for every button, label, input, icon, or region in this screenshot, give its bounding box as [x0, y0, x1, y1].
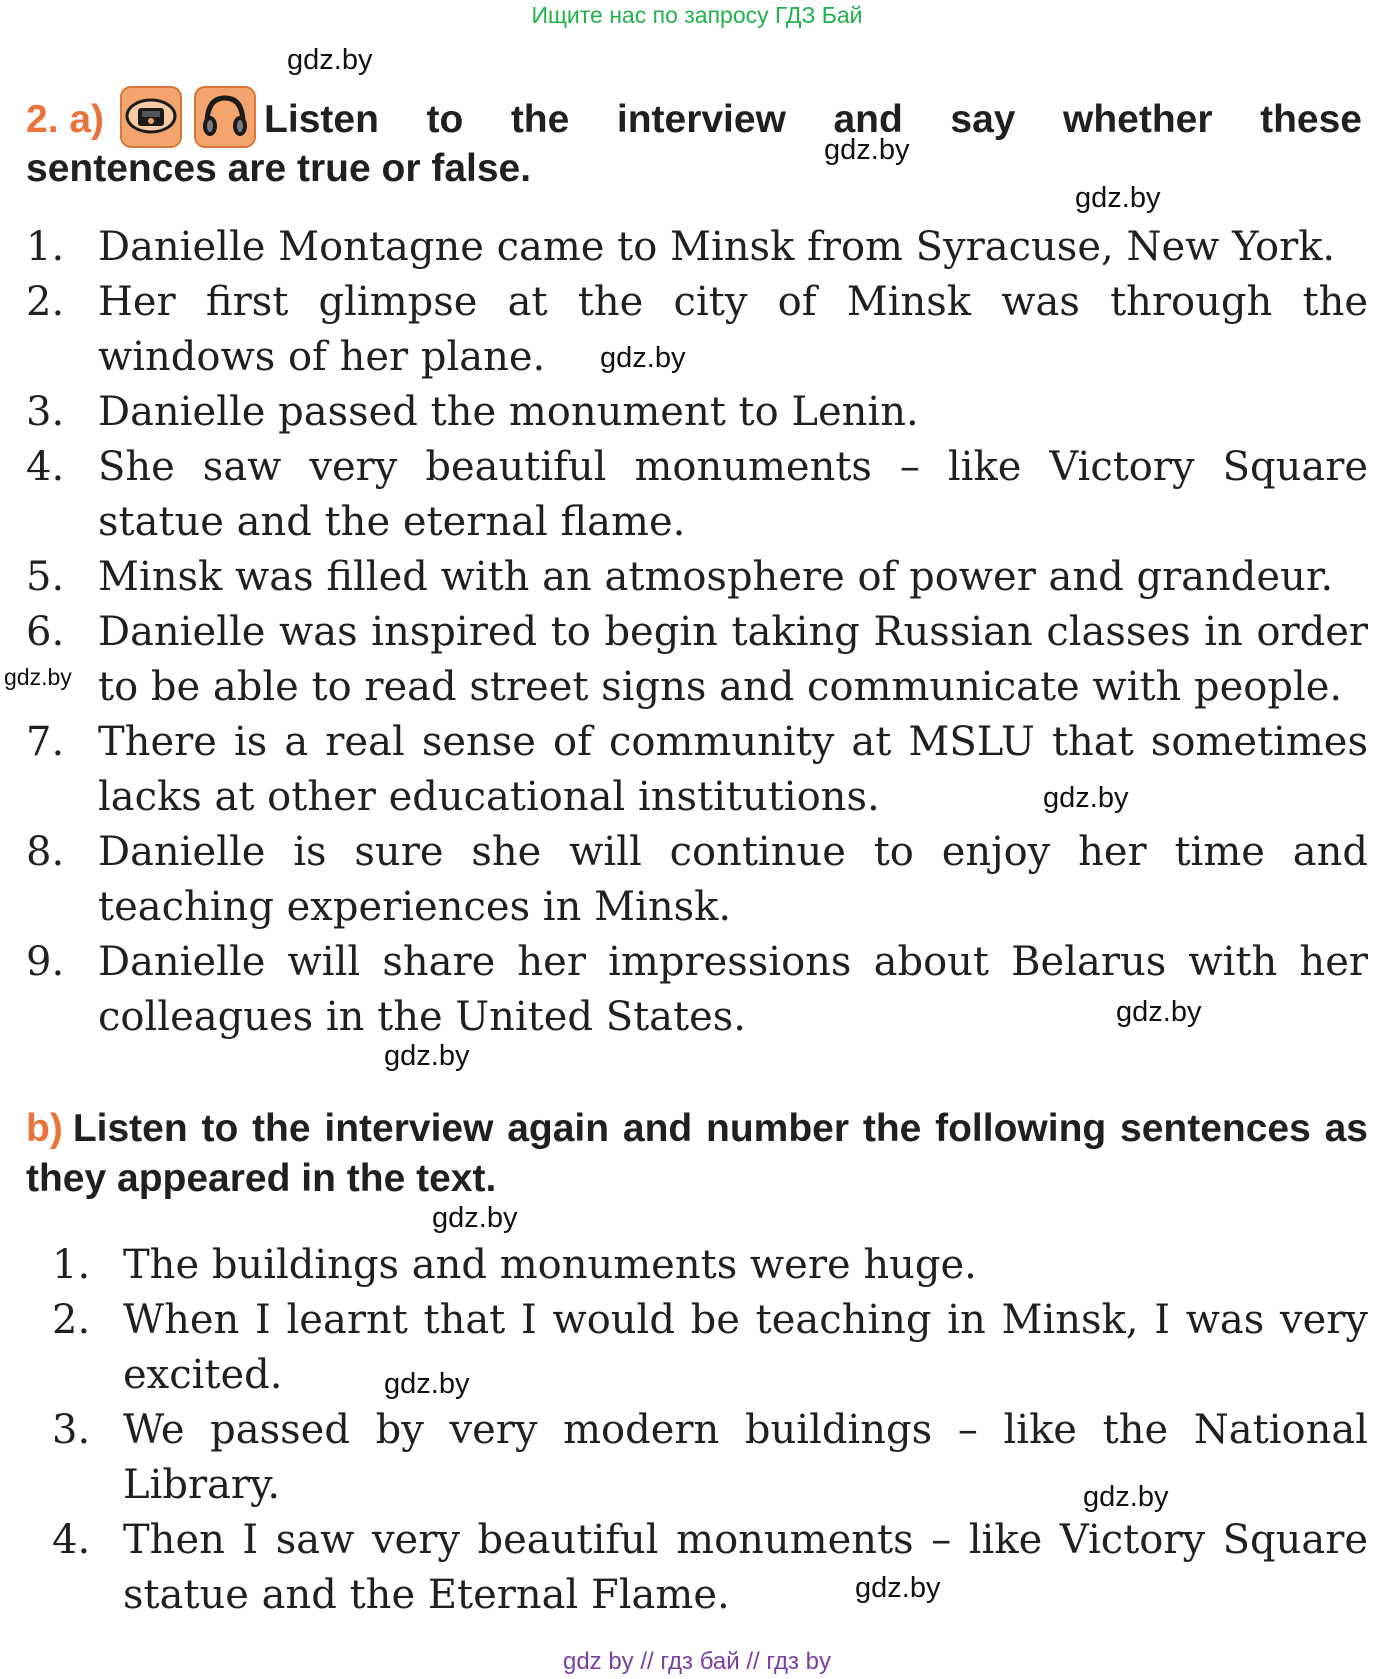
watermark: gdz.by — [287, 44, 373, 76]
list-item: 6. Danielle was inspired to begin taking Russian classes in order to be able to read street signs and communicate with people. — [26, 609, 1368, 710]
title-word: Listen — [264, 98, 379, 141]
list-item: 1. The buildings and monuments were huge. — [52, 1242, 977, 1288]
list-item: 3. We passed by very modern buildings – like the National Library. — [52, 1407, 1368, 1508]
list-item: 3. Danielle passed the monument to Lenin. — [26, 389, 919, 435]
watermark: gdz.by — [384, 1368, 470, 1400]
sentence-list-b — [52, 1238, 1368, 1623]
list-item: 4. She saw very beautiful monuments – like Victory Square statue and the eternal flame. — [26, 444, 1368, 545]
top-banner: Ищите нас по запросу ГДЗ Бай — [531, 2, 863, 28]
list-item: 2. When I learnt that I would be teaching in Minsk, I was very excited. — [52, 1297, 1368, 1398]
headphones-icon — [194, 86, 256, 148]
exercise-a-heading — [26, 82, 1362, 193]
statement-list-a — [26, 220, 1368, 1045]
list-item: 1. Danielle Montagne came to Minsk from Syracuse, New York. — [26, 224, 1336, 270]
watermark: gdz.by — [432, 1202, 518, 1234]
title-word: to — [426, 98, 464, 141]
list-item: 2. Her first glimpse at the city of Minsk was through the windows of her plane. — [26, 279, 1368, 380]
watermark: gdz.by — [855, 1572, 941, 1604]
title-word: interview — [616, 98, 786, 141]
list-item: 8. Danielle is sure she will continue to enjoy her time and teaching experiences in Minsk. — [26, 829, 1368, 930]
watermark: gdz.by — [600, 342, 686, 374]
list-item: 7. There is a real sense of community at MSLU that sometimes lacks at other educational institutions. — [26, 719, 1368, 820]
watermark: gdz.by — [4, 664, 72, 690]
watermark: gdz.by — [384, 1040, 470, 1072]
watermark: gdz.by — [1083, 1481, 1169, 1513]
list-item: 9. Danielle will share her impressions about Belarus with her colleagues in the United States. — [26, 939, 1368, 1040]
footer-links: gdz by // гдз бай // гдз by — [562, 1648, 832, 1675]
title-word: these — [1260, 98, 1362, 141]
title-word: say — [950, 98, 1016, 141]
title-word: and — [833, 98, 903, 141]
exercise-b-number: b) — [26, 1107, 63, 1150]
exercise-number: 2. a) — [26, 98, 105, 141]
title-word: the — [510, 98, 570, 141]
watermark: gdz.by — [1043, 782, 1129, 814]
title-word: whether — [1063, 98, 1213, 141]
watermark: gdz.by — [824, 134, 910, 166]
watermark: gdz.by — [1075, 182, 1161, 214]
exercise-b-title: Listen to the interview again and number the following sentences as they appeared in the text. — [26, 1107, 1368, 1200]
exercise-b-heading — [26, 1104, 1368, 1204]
cd-player-icon — [120, 86, 182, 148]
list-item: 4. Then I saw very beautiful monuments – like Victory Square statue and the Eternal Flame. — [52, 1517, 1368, 1618]
exercise-a-title-line2: sentences are true or false. — [26, 147, 532, 190]
watermark: gdz.by — [1116, 996, 1202, 1028]
list-item: 5. Minsk was filled with an atmosphere of power and grandeur. — [26, 554, 1334, 600]
